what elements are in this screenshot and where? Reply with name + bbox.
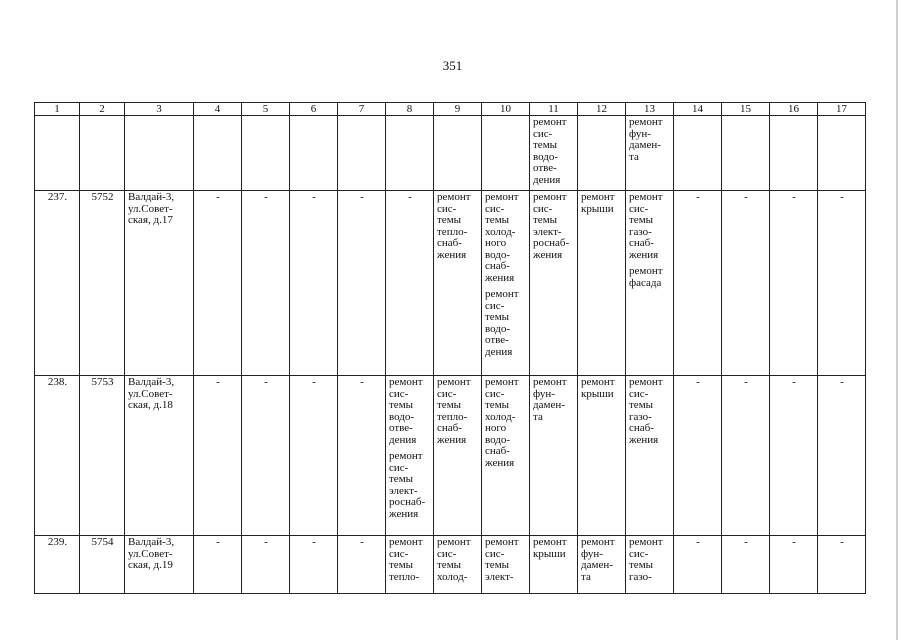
row-number-cell [35,116,80,191]
empty-cell [386,116,434,191]
dash-cell: - [290,376,338,536]
column-header-7: 7 [338,103,386,116]
repair-work-item: ремонт сис- темы газо- снаб- жения [629,376,663,446]
page-number: 351 [442,58,463,73]
column-header-12: 12 [578,103,626,116]
dash-cell: - [674,376,722,536]
repair-work-item: ремонт сис- темы элект- роснаб- жения [389,450,426,520]
repair-work-item: ремонт сис- темы водо- отве- дения [485,288,519,358]
empty-cell [434,116,482,191]
dash-cell: - [722,191,770,376]
empty-cell [482,116,530,191]
dash-cell: - [338,536,386,594]
repair-work-item: ремонт сис- темы холод- [437,536,471,583]
table-body [35,103,866,594]
empty-cell [674,116,722,191]
repair-work-cell [578,376,626,536]
repair-work-cell [482,376,530,536]
row-number-cell: 238. [35,376,80,536]
repair-work-cell [386,376,434,536]
dash-cell: - [674,536,722,594]
repair-work-item: ремонт сис- темы тепло- [389,536,423,583]
dash-cell: - [770,376,818,536]
row-number-cell: 239. [35,536,80,594]
repair-work-cell [626,376,674,536]
dash-cell: - [722,536,770,594]
repair-work-item: ремонт сис- темы элект- роснаб- жения [533,191,570,261]
building-code-cell [80,116,125,191]
building-code-cell: 5752 [80,191,125,376]
column-header-5: 5 [242,103,290,116]
empty-cell [194,116,242,191]
table-row [35,116,866,191]
empty-cell [818,116,866,191]
column-header-9: 9 [434,103,482,116]
repair-work-item: ремонт сис- темы холод- ного водо- снаб- жения [485,191,519,284]
column-header-6: 6 [290,103,338,116]
column-header-4: 4 [194,103,242,116]
column-header-8: 8 [386,103,434,116]
dash-cell: - [818,191,866,376]
address-cell: Валдай-3, ул.Совет- ская, д.18 [125,376,194,536]
column-header-1: 1 [35,103,80,116]
building-code-cell: 5754 [80,536,125,594]
address-cell: Валдай-3, ул.Совет- ская, д.17 [125,191,194,376]
dash-cell: - [338,376,386,536]
row-number-cell: 237. [35,191,80,376]
column-header-13: 13 [626,103,674,116]
repair-work-cell [386,536,434,594]
repair-work-cell [578,536,626,594]
repair-work-item: ремонт крыши [533,536,567,560]
repair-work-item: ремонт сис- темы водо- отве- дения [533,116,567,186]
repair-work-item: ремонт сис- темы тепло- снаб- жения [437,191,471,261]
repair-work-item: ремонт фун- дамен- та [533,376,567,423]
table-row [35,191,866,376]
repair-work-cell [530,536,578,594]
repair-work-item: ремонт крыши [581,376,615,400]
repair-work-item: ремонт сис- темы элект- [485,536,519,583]
repair-schedule-table [34,102,866,594]
repair-work-cell [530,376,578,536]
dash-cell: - [818,536,866,594]
empty-cell [290,116,338,191]
empty-cell [338,116,386,191]
table-row [35,376,866,536]
repair-work-cell [482,536,530,594]
dash-cell: - [770,191,818,376]
column-header-14: 14 [674,103,722,116]
repair-work-item: ремонт сис- темы газо- [629,536,663,583]
empty-cell [242,116,290,191]
empty-cell [770,116,818,191]
repair-work-cell [482,191,530,376]
dash-cell: - [242,376,290,536]
dash-cell: - [194,376,242,536]
building-code-cell: 5753 [80,376,125,536]
dash-cell: - [242,536,290,594]
repair-work-item: ремонт фун- дамен- та [629,116,663,163]
column-header-15: 15 [722,103,770,116]
empty-cell [578,116,626,191]
repair-work-cell [626,536,674,594]
column-header-17: 17 [818,103,866,116]
empty-cell [722,116,770,191]
repair-work-cell [434,536,482,594]
repair-work-item: ремонт сис- темы тепло- снаб- жения [437,376,471,446]
column-header-10: 10 [482,103,530,116]
repair-work-cell [626,191,674,376]
repair-work-item: ремонт сис- темы газо- снаб- жения [629,191,663,261]
repair-work-cell [530,116,578,191]
repair-work-item: ремонт фасада [629,265,663,289]
repair-work-item: ремонт крыши [581,191,615,215]
dash-cell: - [770,536,818,594]
dash-cell: - [194,536,242,594]
repair-work-cell [578,191,626,376]
dash-cell: - [818,376,866,536]
repair-work-item: ремонт сис- темы холод- ного водо- снаб- жения [485,376,519,469]
dash-cell: - [338,191,386,376]
dash-cell: - [722,376,770,536]
column-header-16: 16 [770,103,818,116]
column-header-2: 2 [80,103,125,116]
repair-work-cell [434,191,482,376]
page-edge-rule [896,0,898,640]
repair-work-item: ремонт сис- темы водо- отве- дения [389,376,423,446]
column-header-11: 11 [530,103,578,116]
repair-work-item: ремонт фун- дамен- та [581,536,615,583]
column-header-3: 3 [125,103,194,116]
address-cell: Валдай-3, ул.Совет- ская, д.19 [125,536,194,594]
dash-cell: - [290,191,338,376]
dash-cell: - [674,191,722,376]
dash-cell: - [386,191,434,376]
repair-work-cell [434,376,482,536]
dash-cell: - [242,191,290,376]
column-number-row [35,103,866,116]
repair-work-cell [530,191,578,376]
dash-cell: - [290,536,338,594]
address-cell [125,116,194,191]
table-row [35,536,866,594]
repair-work-cell [626,116,674,191]
dash-cell: - [194,191,242,376]
